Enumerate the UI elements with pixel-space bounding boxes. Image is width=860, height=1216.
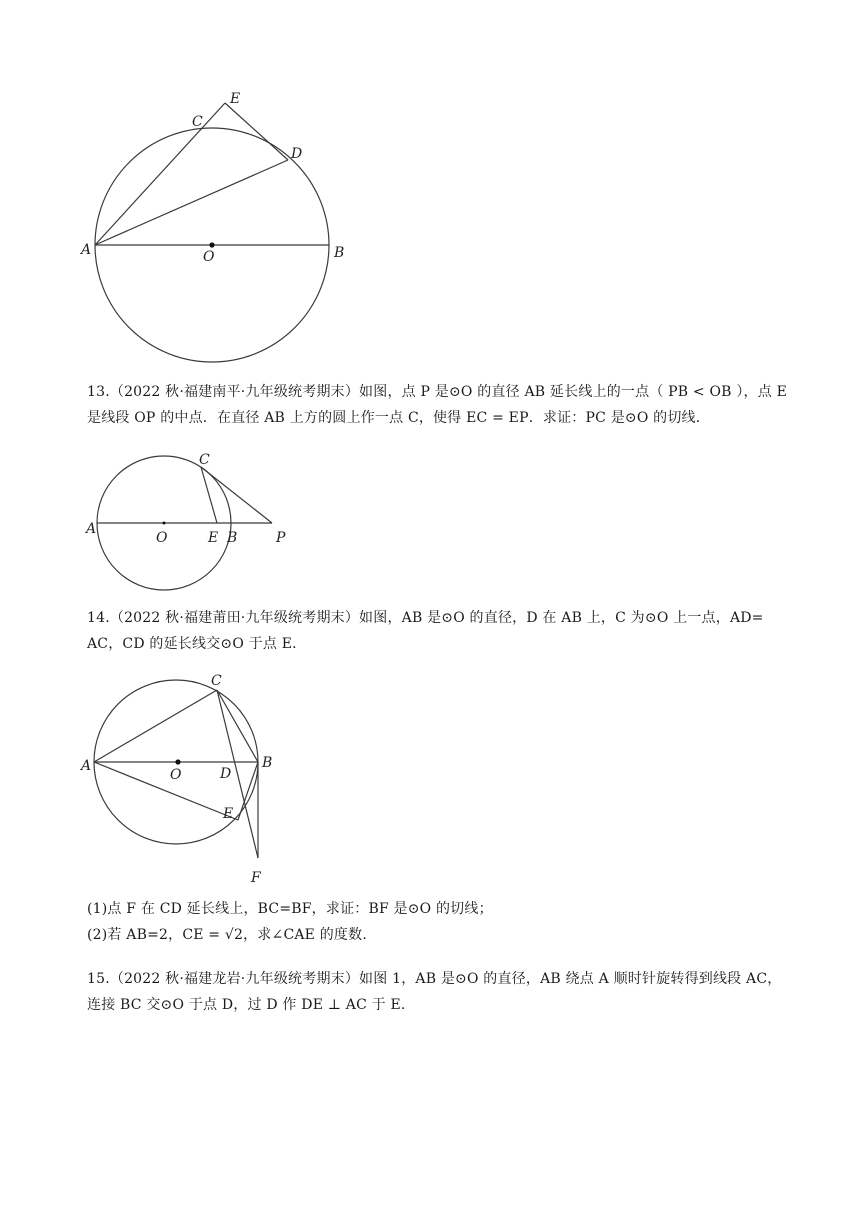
question-14-parts (87, 896, 777, 948)
segment-ae (94, 762, 238, 820)
segment-cb (217, 690, 258, 762)
question-14-line-2: AC，CD 的延长线交⊙O 于点 E. (87, 636, 297, 652)
segment-ed (225, 103, 288, 160)
label-e: E (208, 530, 219, 546)
figure-q12 (0, 0, 860, 380)
center-dot (209, 242, 214, 247)
question-15-line-2: 连接 BC 交⊙O 于点 D，过 D 作 DE ⊥ AC 于 E. (87, 997, 406, 1013)
label-e: E (230, 91, 241, 107)
question-13-line-2: 是线段 OP 的中点．在直径 AB 上方的圆上作一点 C，使得 EC = EP．求证：PC 是⊙O 的切线． (87, 410, 710, 426)
question-15 (87, 966, 782, 1018)
question-14-part-2: (2)若 AB=2，CE = √2，求∠CAE 的度数. (87, 927, 367, 943)
label-a: A (81, 758, 92, 774)
segment-cp (201, 467, 272, 523)
label-d: D (291, 146, 303, 162)
label-p: P (276, 530, 286, 546)
center-dot (175, 759, 180, 764)
label-f: F (251, 870, 261, 886)
question-13-line-1: 13.（2022 秋·福建南平·九年级统考期末）如图，点 P 是⊙O 的直径 AB 延长线上的一点（ PB < OB ），点 E (87, 384, 787, 400)
segment-ce (201, 467, 217, 523)
label-a: A (81, 242, 92, 258)
label-b: B (334, 245, 345, 261)
label-c: C (199, 452, 210, 468)
label-o: O (203, 249, 215, 265)
figure-q13 (0, 440, 860, 600)
question-14-part-1: (1)点 F 在 CD 延长线上，BC=BF，求证：BF 是⊙O 的切线； (87, 901, 493, 917)
center-dot (163, 522, 166, 525)
segment-ad (95, 160, 288, 245)
label-e: E (223, 806, 234, 822)
label-c: C (192, 114, 203, 130)
label-o: O (156, 530, 168, 546)
question-13 (87, 379, 787, 431)
label-b: B (262, 755, 273, 771)
label-d: D (220, 766, 232, 782)
label-o: O (170, 767, 182, 783)
label-b: B (227, 530, 238, 546)
label-a: A (86, 521, 97, 537)
question-14 (87, 605, 777, 657)
label-c: C (211, 673, 222, 689)
segment-eb (238, 762, 258, 820)
question-14-line-1: 14.（2022 秋·福建莆田·九年级统考期末）如图，AB 是⊙O 的直径，D 在 AB 上，C 为⊙O 上一点，AD= (87, 610, 764, 626)
figure-q14 (0, 665, 860, 895)
question-15-line-1: 15.（2022 秋·福建龙岩·九年级统考期末）如图 1，AB 是⊙O 的直径，AB 绕点 A 顺时针旋转得到线段 AC， (87, 971, 782, 987)
segment-ae (95, 103, 225, 245)
segment-ac (94, 690, 217, 762)
